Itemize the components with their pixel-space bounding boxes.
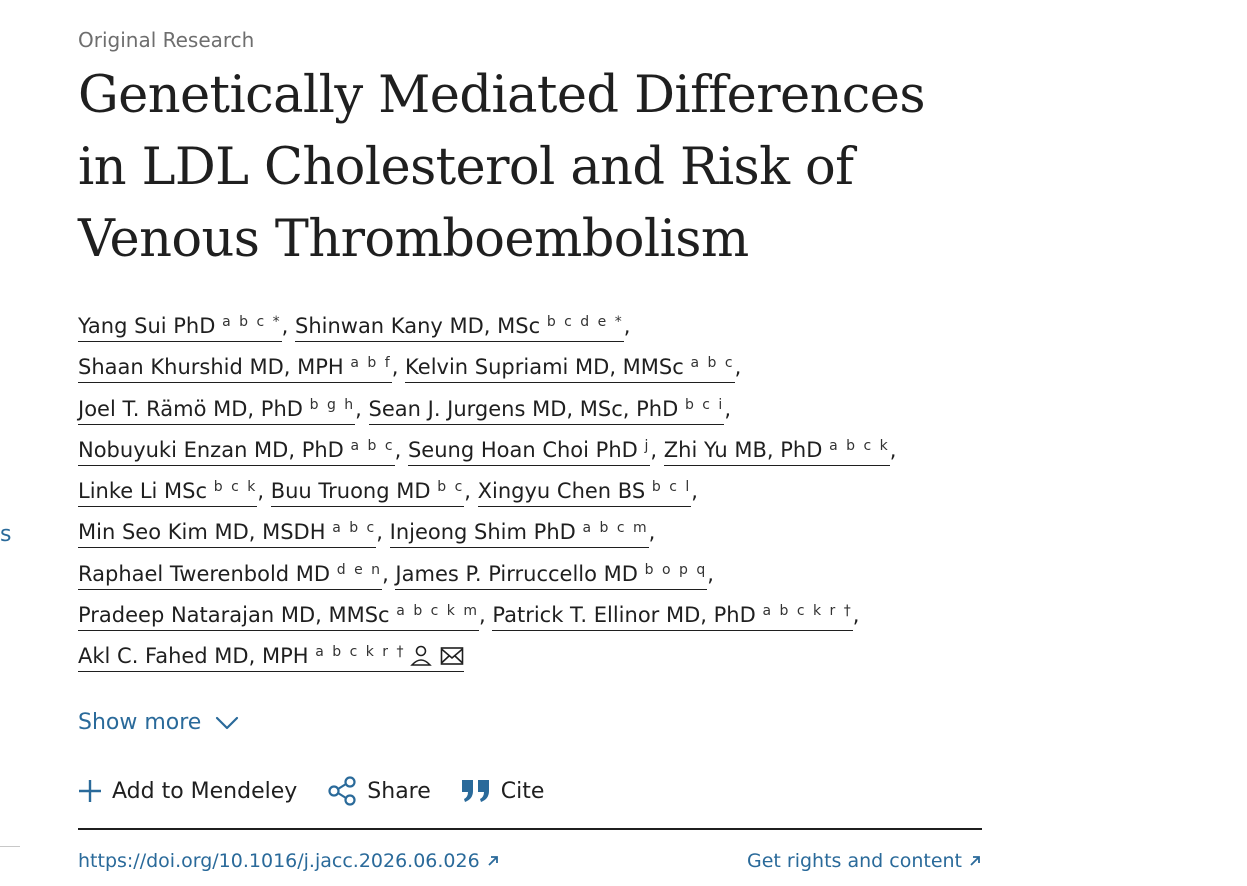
author-name: Shaan Khurshid MD, MPH bbox=[78, 355, 344, 380]
author-name: Yang Sui PhD bbox=[78, 314, 216, 338]
author-affiliations: b c l bbox=[651, 479, 692, 496]
author-affiliations: b c bbox=[437, 479, 465, 496]
author-line bbox=[78, 554, 978, 595]
article-title: Genetically Mediated Differences in LDL Cholesterol and Risk of Venous Thromboembolism bbox=[78, 66, 925, 269]
author-affiliations: b c k bbox=[213, 479, 258, 496]
truncated-sidebar-fragment[interactable]: s bbox=[0, 522, 12, 547]
rights-and-content-link[interactable] bbox=[747, 850, 982, 872]
author-link[interactable] bbox=[478, 479, 692, 507]
author-link[interactable] bbox=[408, 438, 650, 466]
author-affiliations: a b c k r † bbox=[315, 644, 406, 661]
chevron-down-icon bbox=[215, 716, 239, 730]
author-link[interactable] bbox=[664, 438, 890, 466]
author-name: Seung Hoan Choi PhD bbox=[407, 437, 638, 462]
rights-link-text: Get rights and content bbox=[746, 850, 962, 872]
person-icon[interactable] bbox=[410, 639, 432, 680]
author-line bbox=[78, 347, 978, 388]
author-name: Nobuyuki Enzan MD, PhD bbox=[78, 437, 344, 462]
quote-icon bbox=[461, 778, 491, 804]
doi-link[interactable] bbox=[78, 850, 500, 872]
author-separator: , bbox=[394, 437, 408, 462]
author-link[interactable] bbox=[78, 520, 376, 548]
author-affiliations: b o p q bbox=[644, 561, 708, 578]
author-separator: , bbox=[889, 437, 897, 462]
author-separator: , bbox=[382, 561, 396, 586]
author-name: Xingyu Chen BS bbox=[477, 479, 646, 504]
author-name: Shinwan Kany MD, MSc bbox=[294, 314, 541, 338]
author-link[interactable] bbox=[78, 562, 382, 590]
author-separator: , bbox=[707, 561, 714, 586]
author-link[interactable] bbox=[78, 644, 464, 672]
external-link-icon bbox=[486, 854, 500, 868]
author-link[interactable] bbox=[78, 603, 479, 631]
author-name: Injeong Shim PhD bbox=[389, 520, 576, 545]
author-link[interactable] bbox=[78, 479, 257, 507]
author-name: Joel T. Rämö MD, PhD bbox=[78, 396, 303, 421]
author-link[interactable] bbox=[78, 397, 355, 425]
share-button[interactable] bbox=[327, 776, 431, 806]
author-name: Min Seo Kim MD, MSDH bbox=[78, 520, 326, 545]
author-link[interactable] bbox=[369, 397, 725, 425]
author-separator: , bbox=[650, 437, 664, 462]
author-affiliations: b g h bbox=[309, 396, 356, 413]
external-link-icon bbox=[968, 854, 982, 868]
author-name: Buu Truong MD bbox=[270, 479, 431, 504]
author-line bbox=[78, 389, 978, 430]
author-link[interactable] bbox=[78, 355, 392, 383]
author-name: Raphael Twerenbold MD bbox=[78, 561, 331, 586]
show-more-button[interactable] bbox=[78, 710, 239, 735]
article-type-label: Original Research bbox=[78, 28, 255, 52]
cite-button[interactable] bbox=[461, 778, 545, 804]
author-affiliations: a b c m bbox=[582, 520, 649, 537]
author-name: Linke Li MSc bbox=[78, 479, 208, 504]
author-name: Akl C. Fahed MD, MPH bbox=[78, 644, 309, 669]
plus-icon bbox=[78, 779, 102, 803]
author-name: Kelvin Supriami MD, MMSc bbox=[405, 355, 684, 380]
author-line bbox=[78, 636, 978, 677]
author-name: James P. Pirruccello MD bbox=[395, 561, 638, 586]
author-affiliations: b c d e * bbox=[546, 314, 624, 330]
author-separator: , bbox=[281, 314, 295, 338]
author-separator: , bbox=[648, 520, 656, 545]
author-separator: , bbox=[852, 603, 860, 628]
author-link[interactable] bbox=[492, 603, 852, 631]
author-affiliations: a b c k r † bbox=[762, 603, 853, 620]
author-affiliations: j bbox=[644, 437, 651, 454]
author-separator: , bbox=[734, 355, 742, 380]
author-line bbox=[78, 471, 978, 512]
author-affiliations: a b f bbox=[350, 355, 392, 372]
author-line bbox=[78, 430, 978, 471]
author-line bbox=[78, 595, 978, 636]
section-divider bbox=[78, 828, 982, 830]
author-link[interactable] bbox=[78, 438, 395, 466]
author-affiliations: a b c bbox=[332, 520, 377, 537]
author-affiliations: a b c bbox=[350, 437, 395, 454]
email-icon[interactable] bbox=[440, 639, 464, 680]
author-link[interactable] bbox=[395, 562, 707, 590]
author-separator: , bbox=[391, 355, 406, 380]
author-list bbox=[78, 306, 978, 678]
author-link[interactable] bbox=[78, 314, 282, 342]
author-separator: , bbox=[355, 396, 369, 421]
author-link[interactable] bbox=[405, 355, 735, 383]
author-separator: , bbox=[479, 603, 493, 628]
author-separator: , bbox=[257, 479, 271, 504]
author-line bbox=[78, 306, 978, 347]
share-label: Share bbox=[367, 778, 431, 804]
cite-label: Cite bbox=[500, 778, 545, 804]
author-affiliations: a b c bbox=[690, 355, 735, 372]
add-to-mendeley-button[interactable] bbox=[78, 779, 297, 804]
author-line bbox=[78, 512, 978, 553]
author-name: Zhi Yu MB, PhD bbox=[663, 437, 823, 462]
author-link[interactable] bbox=[295, 314, 624, 342]
sidebar-divider bbox=[0, 846, 20, 847]
author-link[interactable] bbox=[271, 479, 465, 507]
author-name: Pradeep Natarajan MD, MMSc bbox=[78, 603, 390, 628]
share-icon bbox=[327, 776, 357, 806]
author-link[interactable] bbox=[390, 520, 649, 548]
author-separator: , bbox=[376, 520, 390, 545]
show-more-label: Show more bbox=[78, 710, 202, 735]
article-actions-toolbar bbox=[78, 776, 574, 806]
add-to-mendeley-label: Add to Mendeley bbox=[112, 778, 298, 804]
author-affiliations: d e n bbox=[336, 561, 383, 578]
author-affiliations: a b c k bbox=[829, 437, 890, 454]
doi-link-text: https://doi.org/10.1016/j.jacc.2026.06.026 bbox=[78, 850, 480, 872]
author-name: Sean J. Jurgens MD, MSc, PhD bbox=[368, 396, 679, 421]
author-separator: , bbox=[691, 479, 698, 504]
author-affiliations: a b c k m bbox=[396, 603, 480, 620]
author-affiliations: a b c * bbox=[222, 314, 282, 330]
author-affiliations: b c i bbox=[684, 396, 725, 413]
author-separator: , bbox=[464, 479, 478, 504]
author-separator: , bbox=[724, 396, 731, 421]
author-name: Patrick T. Ellinor MD, PhD bbox=[492, 603, 756, 628]
author-separator: , bbox=[623, 314, 631, 338]
